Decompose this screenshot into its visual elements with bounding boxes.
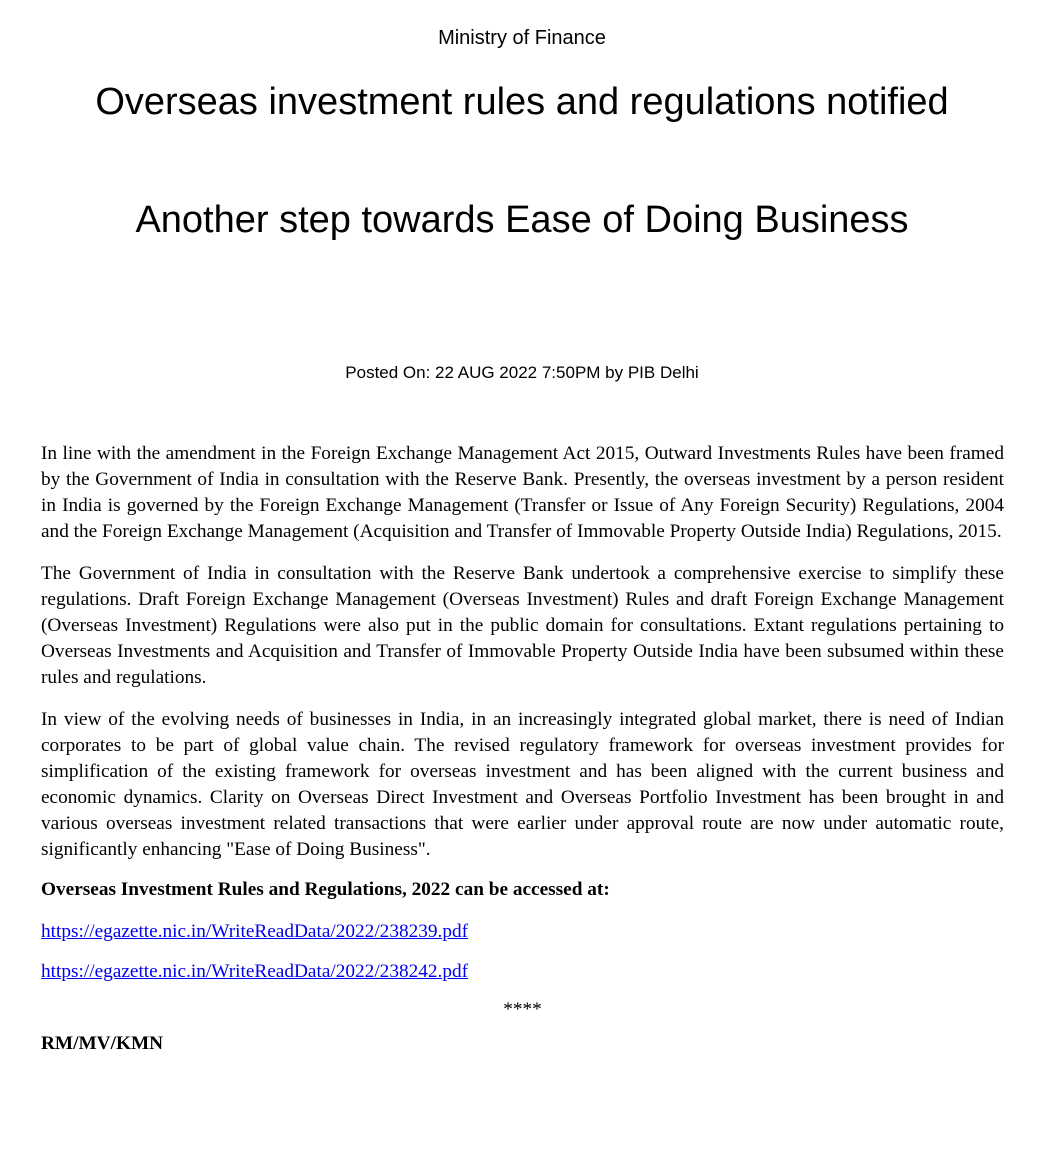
link-item <box>41 959 1004 985</box>
gazette-link-238242[interactable]: https://egazette.nic.in/WriteReadData/2022/238242.pdf <box>41 961 469 982</box>
article-body <box>41 441 1004 1057</box>
reference-code: RM/MV/KMN <box>41 1033 164 1054</box>
link-item <box>41 919 1004 945</box>
page-subtitle: Another step towards Ease of Doing Business <box>135 199 909 241</box>
paragraph: The Government of India in consultation with the Reserve Bank undertook a comprehensive exercise to simplify these regulations. Draft Foreign Exchange Management (Overseas Investment) Rules and draft Foreign Exchange Management (Overseas Investment) Regulations were also put in the public domain for consultations. Extant regulations pertaining to Overseas Investments and Acquisition and Transfer of Immovable Property Outside India have been subsumed within these rules and regulations. <box>41 563 1004 688</box>
ministry-name: Ministry of Finance <box>438 27 606 49</box>
page-title: Overseas investment rules and regulations notified <box>95 81 949 123</box>
access-heading: Overseas Investment Rules and Regulations, 2022 can be accessed at: <box>41 879 610 900</box>
paragraph: In line with the amendment in the Foreign Exchange Management Act 2015, Outward Investments Rules have been framed by the Government of India in consultation with the Reserve Bank. Presently, the overseas investment by a person resident in India is governed by the Foreign Exchange Management (Transfer or Issue of Any Foreign Security) Regulations, 2004 and the Foreign Exchange Management (Acquisition and Transfer of Immovable Property Outside India) Regulations, 2015. <box>41 443 1004 542</box>
separator: **** <box>503 999 542 1020</box>
posted-info: Posted On: 22 AUG 2022 7:50PM by PIB Delhi <box>345 363 699 382</box>
gazette-link-238239[interactable]: https://egazette.nic.in/WriteReadData/2022/238239.pdf <box>41 921 469 942</box>
paragraph: In view of the evolving needs of businesses in India, in an increasingly integrated global market, there is need of Indian corporates to be part of global value chain. The revised regulatory framework for overseas investment provides for simplification of the existing framework for overseas investment and has been aligned with the current business and economic dynamics. Clarity on Overseas Direct Investment and Overseas Portfolio Investment has been brought in and various overseas investment related transactions that were earlier under approval route are now under automatic route, significantly enhancing "Ease of Doing Business". <box>41 709 1004 860</box>
